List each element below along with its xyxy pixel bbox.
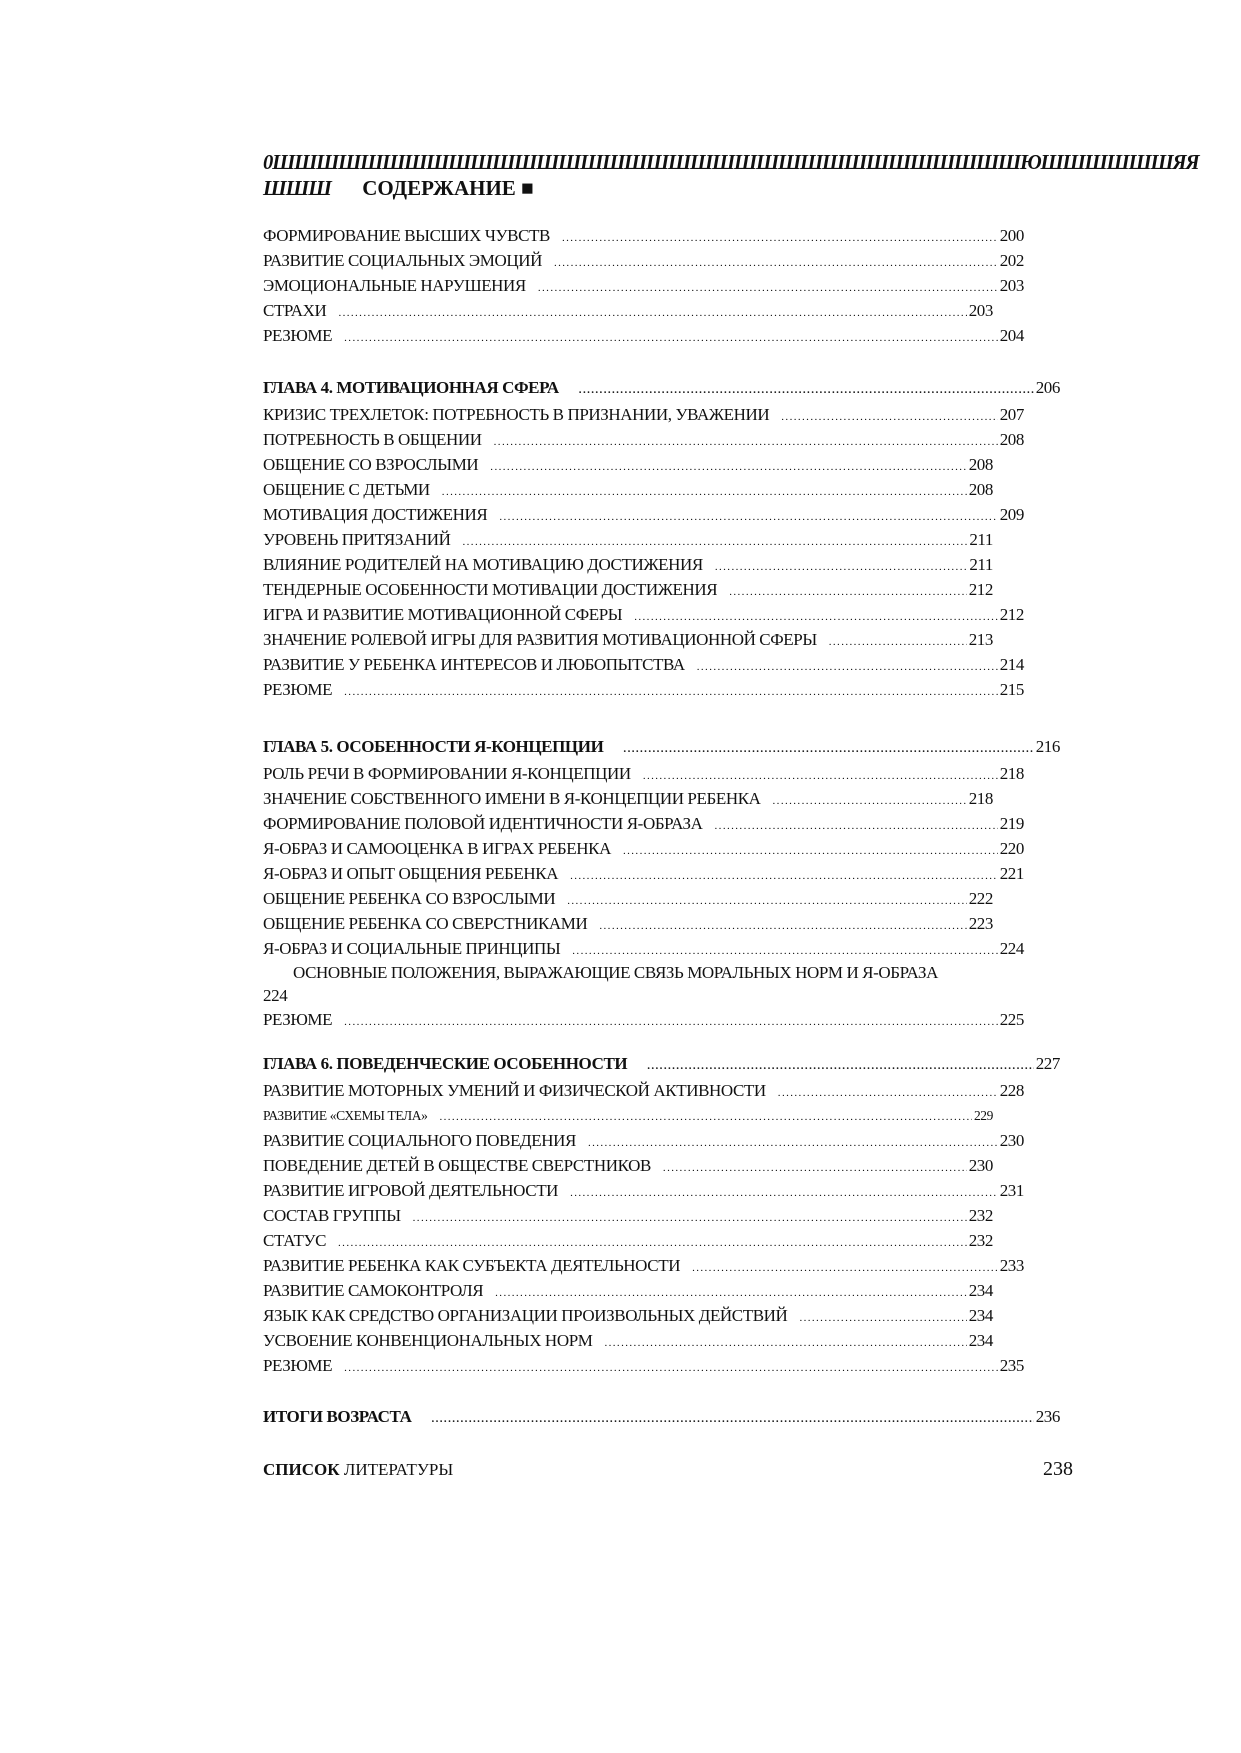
toc-entry[interactable] [263, 1253, 1024, 1278]
dot-leader [442, 480, 967, 505]
entry-title: РАЗВИТИЕ СОЦИАЛЬНОГО ПОВЕДЕНИЯ [263, 1131, 576, 1150]
dot-leader [567, 889, 966, 914]
entry-page: 216 [1035, 737, 1060, 756]
toc-entry[interactable] [263, 836, 1024, 861]
entry-page: 231 [999, 1181, 1024, 1200]
dot-leader [344, 1356, 998, 1381]
header-prefix: ШШШ [263, 176, 331, 200]
entry-page: 227 [1035, 1054, 1060, 1073]
toc-entry[interactable] [263, 1228, 993, 1253]
entry-title: РАЗВИТИЕ САМОКОНТРОЛЯ [263, 1281, 484, 1300]
entry-title: УСВОЕНИЕ КОНВЕНЦИОНАЛЬНЫХ НОРМ [263, 1331, 593, 1350]
dot-leader [799, 1306, 966, 1331]
dot-leader [663, 1156, 967, 1181]
toc-entry[interactable] [263, 861, 1024, 886]
entry-page: 203 [968, 301, 993, 320]
entry-title: РАЗВИТИЕ «СХЕМЫ ТЕЛА» [263, 1108, 428, 1123]
toc-entry[interactable] [263, 627, 993, 652]
entry-page: 234 [968, 1281, 993, 1300]
running-header-decoration: 0ШШШШШШШШШШШШШШШШШШШШШШШШШШШШШШШШШШЮШШШШШШЯЯ [263, 150, 1199, 174]
entry-page: 211 [969, 530, 993, 549]
toc-entry[interactable] [263, 502, 1024, 527]
dot-leader [729, 580, 966, 605]
entry-page: 204 [999, 326, 1024, 345]
toc-entry[interactable]: ОСНОВНЫЕ ПОЛОЖЕНИЯ, ВЫРАЖАЮЩИЕ СВЯЗЬ МОРАЛЬНЫХ НОРМ И Я-ОБРАЗА [293, 963, 938, 982]
entry-page: 211 [969, 555, 993, 574]
entry-title: ФОРМИРОВАНИЕ ВЫСШИХ ЧУВСТВ [263, 226, 550, 245]
toc-chapter-heading[interactable] [263, 375, 1060, 400]
dot-leader [570, 864, 998, 889]
toc-itogi [263, 1404, 1073, 1429]
entry-page: 224 [263, 986, 288, 1005]
toc-entry[interactable] [263, 602, 1024, 627]
entry-page: 235 [999, 1356, 1024, 1375]
toc-entry[interactable] [263, 1178, 1024, 1203]
entry-page: 218 [999, 764, 1024, 783]
entry-title: ОБЩЕНИЕ СО ВЗРОСЛЫМИ [263, 455, 479, 474]
entry-title: ОБЩЕНИЕ РЕБЕНКА СО СВЕРСТНИКАМИ [263, 914, 588, 933]
entry-title: РАЗВИТИЕ МОТОРНЫХ УМЕНИЙ И ФИЗИЧЕСКОЙ АКТИВНОСТИ [263, 1081, 766, 1100]
entry-title: ГЛАВА 4. МОТИВАЦИОННАЯ СФЕРА [263, 378, 559, 397]
dot-leader [538, 276, 998, 301]
dot-leader [431, 1407, 1033, 1432]
entry-page: 206 [1035, 378, 1060, 397]
page-title [263, 176, 534, 201]
entry-page: 208 [999, 430, 1024, 449]
dot-leader [494, 430, 998, 455]
dot-leader [715, 814, 998, 839]
dot-leader [604, 1331, 966, 1356]
toc-entry[interactable] [263, 552, 993, 577]
entry-title: РЕЗЮМЕ [263, 1010, 333, 1029]
dot-leader [781, 405, 997, 430]
entry-title: РАЗВИТИЕ СОЦИАЛЬНЫХ ЭМОЦИЙ [263, 251, 542, 270]
entry-title: РЕЗЮМЕ [263, 326, 333, 345]
entry-title: РОЛЬ РЕЧИ В ФОРМИРОВАНИИ Я-КОНЦЕПЦИИ [263, 764, 631, 783]
toc-entry[interactable] [263, 248, 1024, 273]
contents-title: СОДЕРЖАНИЕ ■ [362, 176, 534, 200]
entry-page: 230 [999, 1131, 1024, 1150]
toc-entry[interactable] [263, 652, 1024, 677]
entry-title: ОБЩЕНИЕ РЕБЕНКА СО ВЗРОСЛЫМИ [263, 889, 556, 908]
dot-leader [570, 1181, 998, 1206]
entry-page: 236 [1035, 1407, 1060, 1426]
entry-title: ЯЗЫК КАК СРЕДСТВО ОРГАНИЗАЦИИ ПРОИЗВОЛЬНЫХ ДЕЙСТВИЙ [263, 1306, 788, 1325]
toc-chapter-heading[interactable] [263, 1051, 1060, 1076]
toc-chapter-4 [263, 375, 1073, 702]
dot-leader [439, 1105, 971, 1130]
dot-leader [599, 914, 966, 939]
entry-page: 203 [999, 276, 1024, 295]
dot-leader [344, 326, 998, 351]
toc-entry[interactable] [263, 1353, 1024, 1378]
dot-leader [623, 839, 998, 864]
entry-page: 234 [968, 1331, 993, 1350]
entry-page: 212 [968, 580, 993, 599]
dot-leader [778, 1081, 998, 1106]
entry-title: РАЗВИТИЕ У РЕБЕНКА ИНТЕРЕСОВ И ЛЮБОПЫТСТВА [263, 655, 685, 674]
toc-entry[interactable] [263, 936, 1024, 961]
entry-title: ИТОГИ ВОЗРАСТА [263, 1407, 412, 1426]
toc-entry[interactable] [263, 323, 1024, 348]
entry-title: ФОРМИРОВАНИЕ ПОЛОВОЙ ИДЕНТИЧНОСТИ Я-ОБРАЗА [263, 814, 703, 833]
entry-title [263, 1460, 453, 1480]
dot-leader [413, 1206, 967, 1231]
toc-entry[interactable] [263, 452, 993, 477]
dot-leader [692, 1256, 998, 1281]
entry-page: 219 [999, 814, 1024, 833]
entry-title: ТЕНДЕРНЫЕ ОСОБЕННОСТИ МОТИВАЦИИ ДОСТИЖЕНИЯ [263, 580, 718, 599]
toc-entry[interactable] [263, 477, 993, 502]
entry-page: 233 [999, 1256, 1024, 1275]
dot-leader [773, 789, 967, 814]
toc-chapter-5 [263, 734, 1073, 1032]
dot-leader [338, 301, 966, 326]
dot-leader [554, 251, 998, 276]
entry-title: КРИЗИС ТРЕХЛЕТОК: ПОТРЕБНОСТЬ В ПРИЗНАНИИ, УВАЖЕНИИ [263, 405, 770, 424]
entry-title: ЗНАЧЕНИЕ РОЛЕВОЙ ИГРЫ ДЛЯ РАЗВИТИЯ МОТИВАЦИОННОЙ СФЕРЫ [263, 630, 817, 649]
entry-title: РАЗВИТИЕ РЕБЕНКА КАК СУБЪЕКТА ДЕЯТЕЛЬНОСТИ [263, 1256, 681, 1275]
dot-leader [344, 680, 998, 705]
dot-leader [490, 455, 966, 480]
entry-title: ИГРА И РАЗВИТИЕ МОТИВАЦИОННОЙ СФЕРЫ [263, 605, 623, 624]
entry-title: Я-ОБРАЗ И ОПЫТ ОБЩЕНИЯ РЕБЕНКА [263, 864, 559, 883]
entry-page: 202 [999, 251, 1024, 270]
dot-leader [623, 737, 1033, 762]
toc-entry[interactable] [263, 298, 993, 323]
toc-entry[interactable] [263, 402, 1024, 427]
literature-title-bold: СПИСОК [263, 1460, 340, 1479]
entry-page: 225 [999, 1010, 1024, 1029]
entry-title: ОБЩЕНИЕ С ДЕТЬМИ [263, 480, 430, 499]
entry-page: 228 [999, 1081, 1024, 1100]
dot-leader [829, 630, 967, 655]
entry-page: 232 [968, 1206, 993, 1225]
entry-page: 209 [999, 505, 1024, 524]
toc-entry[interactable] [263, 1153, 993, 1178]
toc-entry[interactable] [263, 811, 1024, 836]
dot-leader [647, 1054, 1033, 1079]
entry-page: 234 [968, 1306, 993, 1325]
toc-section-emotions [263, 223, 1073, 348]
toc-entry[interactable] [263, 761, 1024, 786]
entry-title: ГЛАВА 5. ОСОБЕННОСТИ Я-КОНЦЕПЦИИ [263, 737, 604, 756]
entry-title: СОСТАВ ГРУППЫ [263, 1206, 401, 1225]
entry-title: ЗНАЧЕНИЕ СОБСТВЕННОГО ИМЕНИ В Я-КОНЦЕПЦИИ РЕБЕНКА [263, 789, 761, 808]
entry-title: ГЛАВА 6. ПОВЕДЕНЧЕСКИЕ ОСОБЕННОСТИ [263, 1054, 628, 1073]
entry-page: 200 [999, 226, 1024, 245]
entry-title: ЭМОЦИОНАЛЬНЫЕ НАРУШЕНИЯ [263, 276, 526, 295]
toc-entry[interactable] [263, 677, 1024, 702]
literature-title-rest: ЛИТЕРАТУРЫ [343, 1460, 454, 1479]
toc-chapter-heading[interactable] [263, 734, 1060, 759]
toc-entry-itogi[interactable] [263, 1404, 1060, 1429]
entry-title: РЕЗЮМЕ [263, 680, 333, 699]
dot-leader [562, 226, 998, 251]
entry-page: 230 [968, 1156, 993, 1175]
dot-leader [344, 1010, 998, 1035]
toc-entry[interactable] [263, 577, 993, 602]
entry-page: 208 [968, 480, 993, 499]
entry-title: Я-ОБРАЗ И СОЦИАЛЬНЫЕ ПРИНЦИПЫ [263, 939, 561, 958]
toc-entry[interactable] [263, 1203, 993, 1228]
entry-page: 212 [999, 605, 1024, 624]
toc-entry-literature[interactable] [263, 1458, 1073, 1481]
entry-title: УРОВЕНЬ ПРИТЯЗАНИЙ [263, 530, 451, 549]
dot-leader [499, 505, 997, 530]
entry-page: 229 [973, 1108, 993, 1123]
entry-page: 218 [968, 789, 993, 808]
entry-title: ВЛИЯНИЕ РОДИТЕЛЕЙ НА МОТИВАЦИЮ ДОСТИЖЕНИЯ [263, 555, 703, 574]
toc-entry[interactable] [263, 427, 1024, 452]
entry-page: 222 [968, 889, 993, 908]
dot-leader [579, 378, 1034, 403]
entry-title: СТРАХИ [263, 301, 327, 320]
dot-leader [697, 655, 998, 680]
toc-entry[interactable] [263, 786, 993, 811]
entry-page: 213 [968, 630, 993, 649]
entry-page: 208 [968, 455, 993, 474]
toc-entry[interactable] [263, 1278, 993, 1303]
toc-entry[interactable] [263, 1007, 1024, 1032]
entry-title: Я-ОБРАЗ И САМООЦЕНКА В ИГРАХ РЕБЕНКА [263, 839, 611, 858]
entry-page: 215 [999, 680, 1024, 699]
toc-chapter-6 [263, 1051, 1073, 1378]
dot-leader [715, 555, 967, 580]
toc-entry[interactable] [263, 1128, 1024, 1153]
entry-page: 232 [968, 1231, 993, 1250]
entry-page: 221 [999, 864, 1024, 883]
entry-title: РАЗВИТИЕ ИГРОВОЙ ДЕЯТЕЛЬНОСТИ [263, 1181, 559, 1200]
toc-entry[interactable] [263, 223, 1024, 248]
entry-title: СТАТУС [263, 1231, 327, 1250]
entry-title: ПОТРЕБНОСТЬ В ОБЩЕНИИ [263, 430, 482, 449]
toc-entry[interactable] [263, 273, 1024, 298]
toc-entry[interactable] [263, 1078, 1024, 1103]
toc-entry[interactable] [263, 1303, 993, 1328]
entry-page: 207 [999, 405, 1024, 424]
entry-title: РЕЗЮМЕ [263, 1356, 333, 1375]
entry-title: МОТИВАЦИЯ ДОСТИЖЕНИЯ [263, 505, 488, 524]
toc-entry[interactable] [263, 1103, 993, 1128]
toc-entry[interactable] [263, 1328, 993, 1353]
entry-page: 238 [1043, 1458, 1073, 1480]
entry-page: 220 [999, 839, 1024, 858]
toc-entry[interactable] [263, 886, 993, 911]
toc-entry[interactable] [263, 527, 993, 552]
entry-title: ПОВЕДЕНИЕ ДЕТЕЙ В ОБЩЕСТВЕ СВЕРСТНИКОВ [263, 1156, 651, 1175]
entry-page: 214 [999, 655, 1024, 674]
entry-page: 223 [968, 914, 993, 933]
entry-page: 224 [999, 939, 1024, 958]
toc-entry[interactable] [263, 911, 993, 936]
